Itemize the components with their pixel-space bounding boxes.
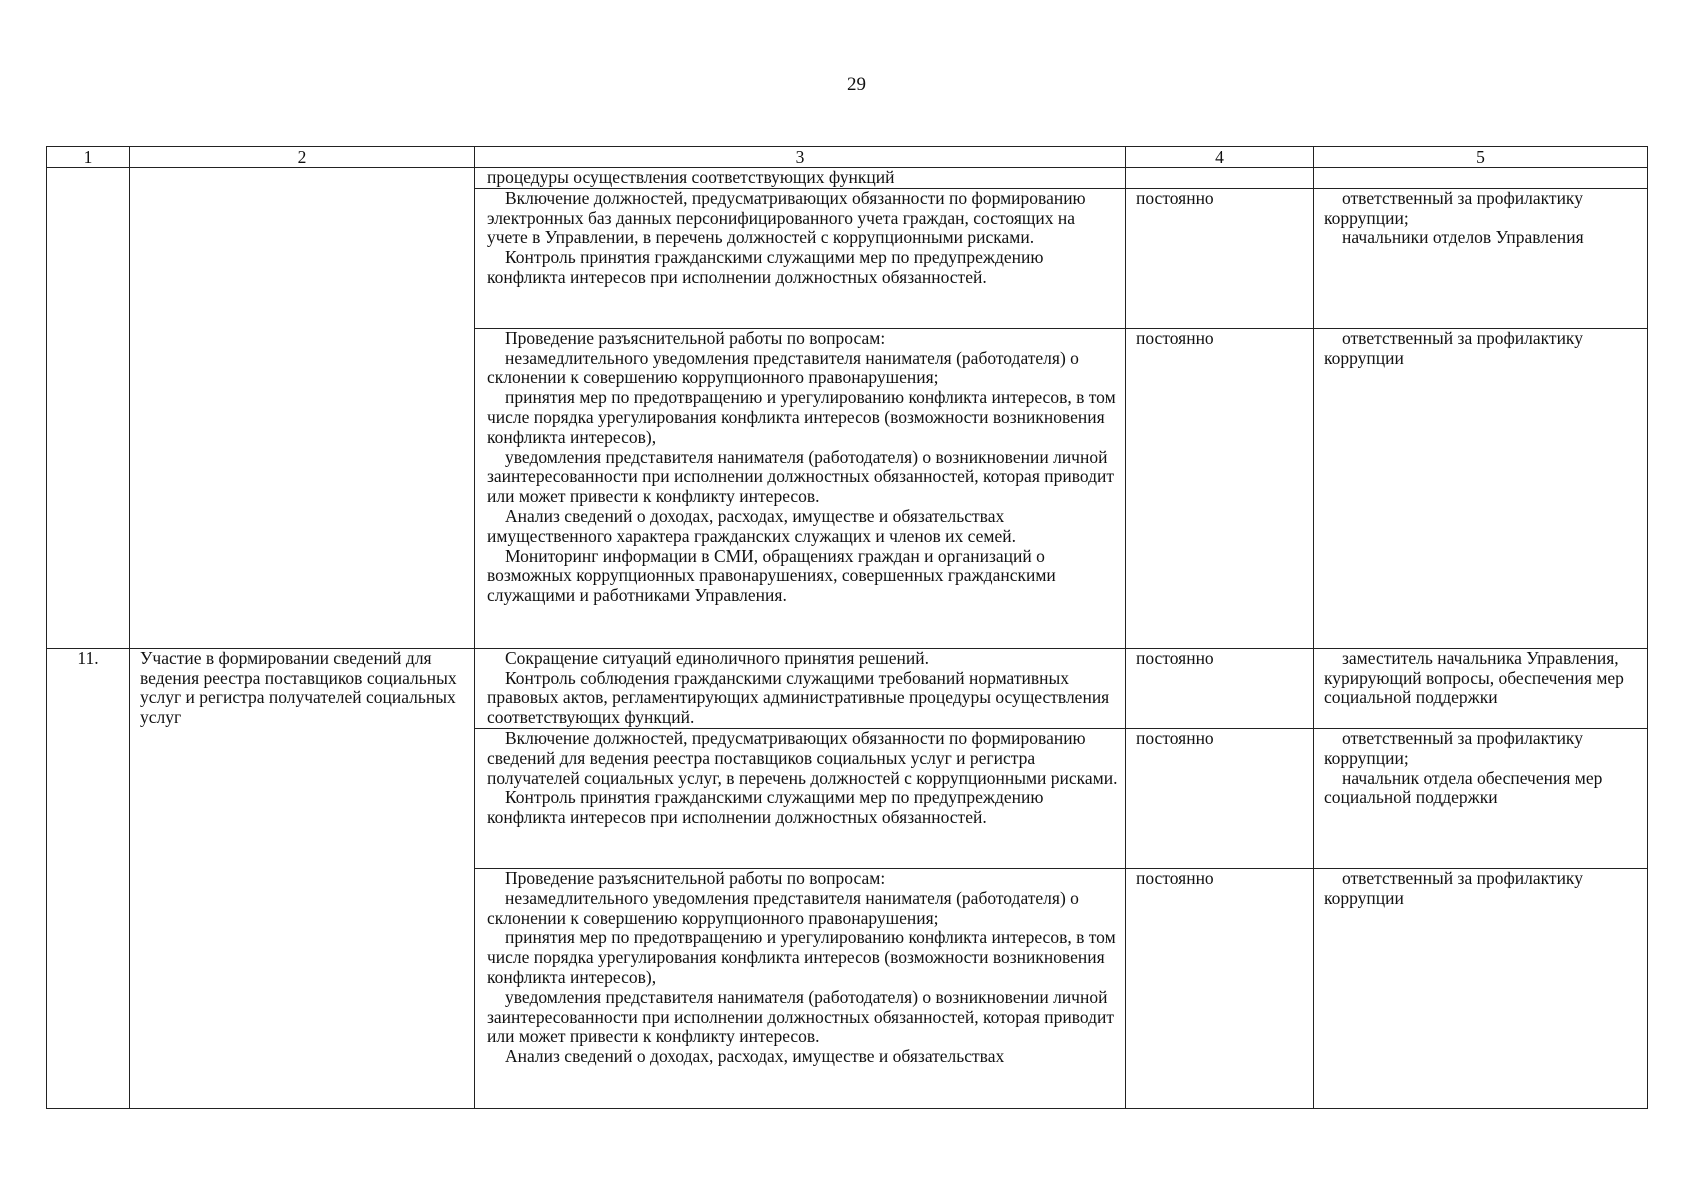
measure-text: Анализ сведений о доходах, расходах, имуществе и обязательствах [505, 1046, 1005, 1067]
responsible-text: ответственный за профилактику коррупции; [1324, 188, 1583, 228]
responsible-cell [1314, 328, 1648, 648]
table-row [47, 648, 1648, 728]
measure-text: Контроль соблюдения гражданскими служащими требований нормативных правовых актов, регламентирующих административные процедуры осуществления соответствующих функций. [487, 667, 1110, 728]
column-header: 4 [1126, 147, 1314, 168]
measure-text: Проведение разъяснительной работы по вопросам: [505, 868, 886, 888]
measure-text: принятия мер по предотвращению и урегулированию конфликта интересов, в том числе порядка урегулирования конфликта интересов (возможности возникновения конфликта интересов), [487, 387, 1116, 447]
column-header: 3 [475, 147, 1126, 168]
responsible-cell [1314, 728, 1648, 868]
page-number: 29 [847, 74, 866, 95]
term-cell: постоянно [1126, 648, 1314, 728]
term-cell: постоянно [1126, 868, 1314, 1108]
measure-text: процедуры осуществления соответствующих функций [487, 167, 895, 187]
measure-text: Включение должностей, предусматривающих обязанности по формированию сведений для ведения реестра поставщиков социальных услуг и регистра получателей социальных услуг, в перечень должностей с коррупционными рисками. [487, 728, 1118, 788]
responsible-text: начальники отделов Управления [1342, 227, 1584, 248]
measures-cell [475, 868, 1126, 1108]
number-cell [47, 168, 130, 649]
function-text: Участие в формировании сведений для ведения реестра поставщиков социальных услуг и регистра получателей социальных услуг [140, 648, 457, 728]
measures-cell [475, 728, 1126, 868]
measures-cell [475, 328, 1126, 648]
responsible-cell [1314, 868, 1648, 1108]
measure-text: принятия мер по предотвращению и урегулированию конфликта интересов, в том числе порядка урегулирования конфликта интересов (возможности возникновения конфликта интересов), [487, 927, 1116, 987]
column-header: 2 [130, 147, 475, 168]
measures-cell [475, 188, 1126, 328]
measures-cell [475, 648, 1126, 728]
measure-text: Сокращение ситуаций единоличного принятия решений. [505, 648, 929, 668]
measure-text: уведомления представителя нанимателя (работодателя) о возникновении личной заинтересованности при исполнении должностных обязанностей, которая приводит или может привести к конфликту интересов. [487, 446, 1115, 507]
function-cell [130, 648, 475, 1108]
term-cell: постоянно [1126, 188, 1314, 328]
term-cell: постоянно [1126, 328, 1314, 648]
measure-text: уведомления представителя нанимателя (работодателя) о возникновении личной заинтересованности при исполнении должностных обязанностей, которая приводит или может привести к конфликту интересов. [487, 986, 1115, 1047]
measure-text: Включение должностей, предусматривающих обязанности по формированию электронных баз данных персонифицированного учета граждан, состоящих на учете в Управлении, в перечень должностей с коррупционными рисками. [487, 188, 1086, 248]
measure-text: Анализ сведений о доходах, расходах, имуществе и обязательствах имущественного характера гражданских служащих и членов их семей. [487, 505, 1016, 546]
column-header: 5 [1314, 147, 1648, 168]
term-cell [1126, 168, 1314, 189]
number-cell: 11. [47, 648, 130, 1108]
measure-text: незамедлительного уведомления представителя нанимателя (работодателя) о склонении к совершению коррупционного правонарушения; [487, 347, 1079, 388]
responsible-text: ответственный за профилактику коррупции; [1324, 728, 1583, 768]
column-header: 1 [47, 147, 130, 168]
responsible-text: начальник отдела обеспечения мер социальной поддержки [1324, 767, 1603, 808]
measure-text: Проведение разъяснительной работы по вопросам: [505, 328, 886, 348]
measures-cell [475, 168, 1126, 189]
responsible-text: ответственный за профилактику коррупции [1324, 868, 1583, 908]
responsible-cell [1314, 168, 1648, 189]
responsible-text: ответственный за профилактику коррупции [1324, 328, 1583, 368]
responsible-cell [1314, 648, 1648, 728]
responsible-cell [1314, 188, 1648, 328]
measure-text: незамедлительного уведомления представителя нанимателя (работодателя) о склонении к совершению коррупционного правонарушения; [487, 887, 1079, 928]
responsible-text: заместитель начальника Управления, курирующий вопросы, обеспечения мер социальной поддержки [1324, 648, 1624, 708]
measure-text: Контроль принятия гражданскими служащими мер по предупреждению конфликта интересов при исполнении должностных обязанностей. [487, 247, 1044, 287]
column-header-row [47, 147, 1648, 168]
table-row [47, 168, 1648, 189]
measures-table [46, 146, 1648, 1109]
term-cell: постоянно [1126, 728, 1314, 868]
function-cell [130, 168, 475, 649]
measure-text: Мониторинг информации в СМИ, обращениях граждан и организаций о возможных коррупционных правонарушениях, совершенных гражданскими служащими и работниками Управления. [487, 545, 1056, 606]
measure-text: Контроль принятия гражданскими служащими мер по предупреждению конфликта интересов при исполнении должностных обязанностей. [487, 787, 1044, 828]
